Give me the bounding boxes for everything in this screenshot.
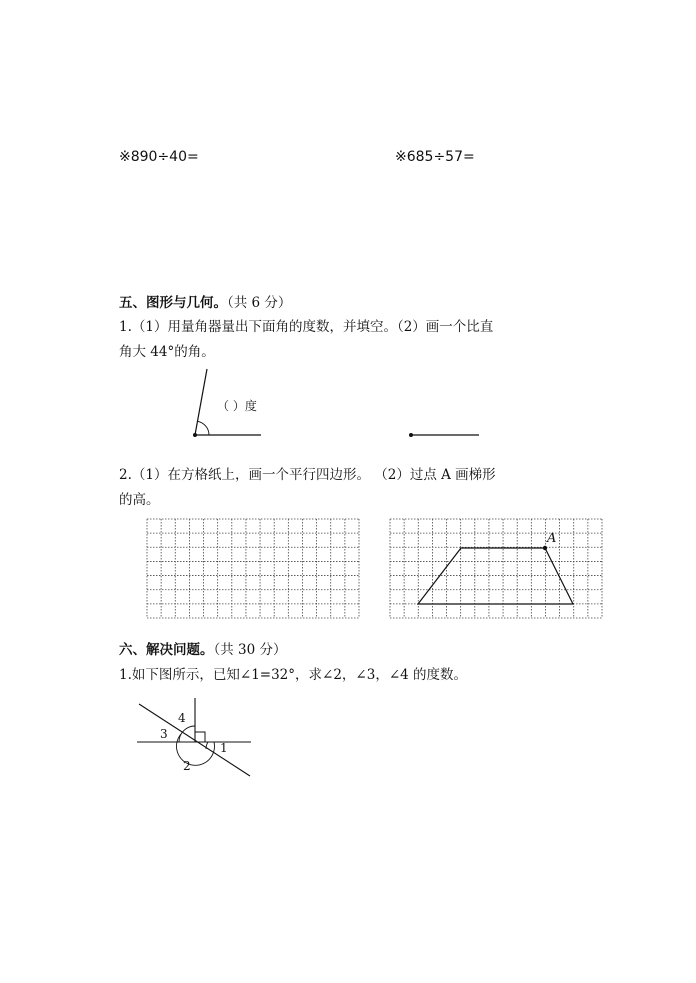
angle-label-2: 2	[183, 759, 191, 773]
section-5-title: 五、图形与几何。	[119, 295, 227, 311]
question-5-2-line-1: 2.（1）在方格纸上，画一个平行四边形。 （2）过点 A 画梯形	[119, 467, 496, 483]
question-5-2-line-2: 的高。	[119, 492, 160, 508]
section-5-points: （共 6 分）	[227, 295, 292, 311]
question-6-1: 1.如下图所示，已知∠1=32°，求∠2，∠3，∠4 的度数。	[119, 667, 468, 683]
angle-degree-blank[interactable]: （ ）度	[217, 399, 257, 413]
angle-label-3: 3	[160, 727, 168, 741]
question-5-1-line-1: 1.（1）用量角器量出下面角的度数，并填空。（2）画一个比直	[119, 319, 494, 335]
calc-problem-left: ※890÷40=	[119, 149, 199, 165]
point-a-label: A	[547, 531, 557, 546]
angle-label-4: 4	[178, 711, 186, 725]
section-6-title: 六、解决问题。	[119, 642, 214, 658]
calc-problem-right: ※685÷57=	[395, 149, 475, 165]
question-5-1-line-2: 角大 44°的角。	[119, 344, 215, 360]
angle-label-1: 1	[220, 741, 228, 755]
right-angle-mark	[195, 732, 205, 742]
section-6-points: （共 30 分）	[213, 642, 287, 658]
